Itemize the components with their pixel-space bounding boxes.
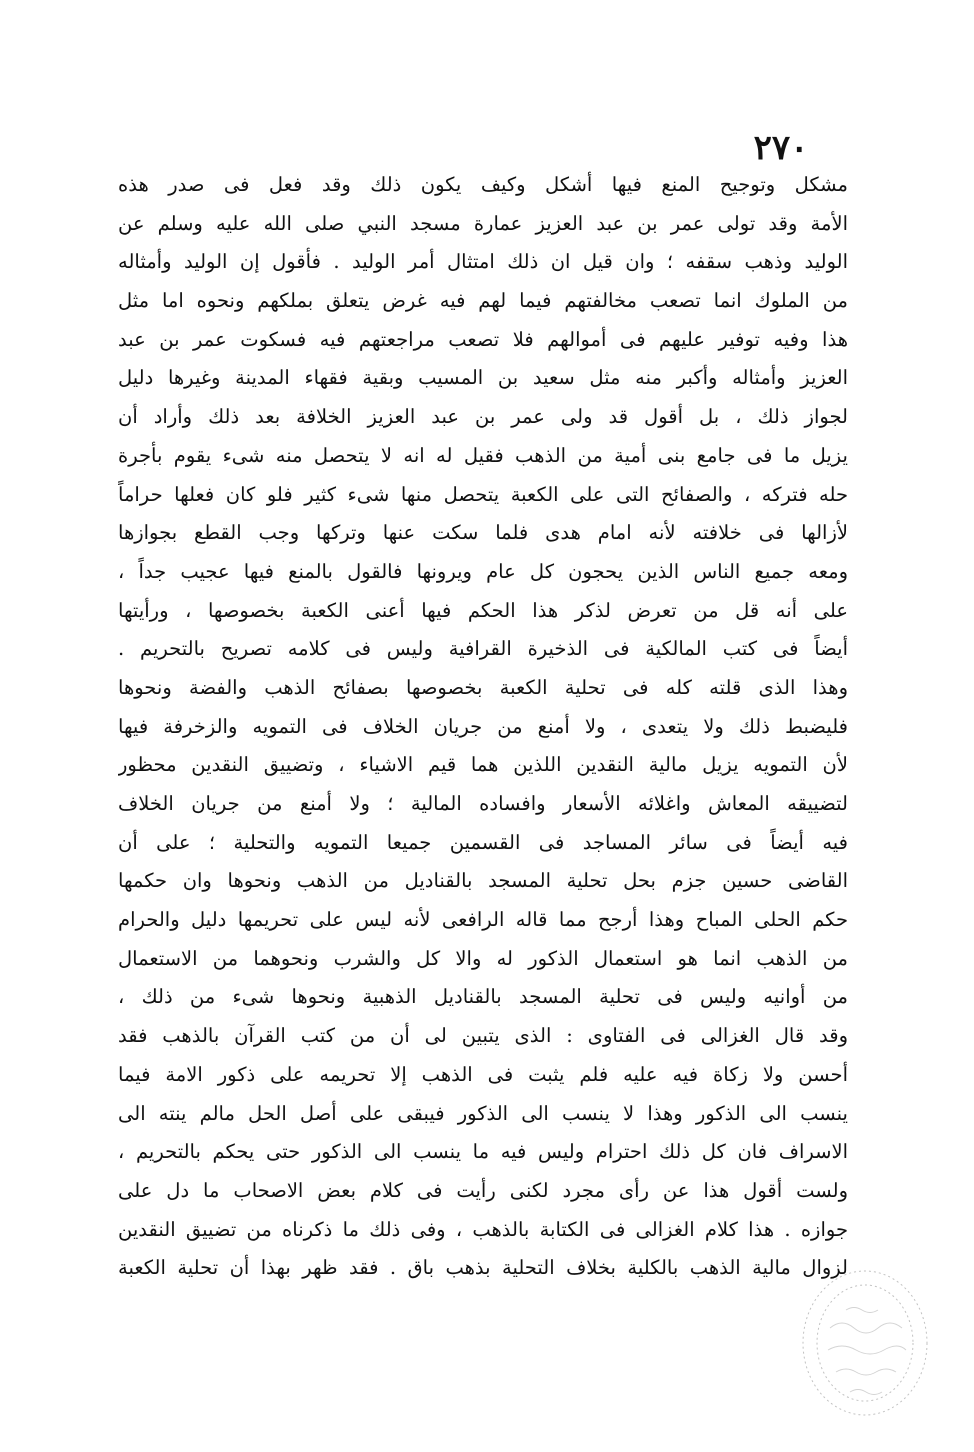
text-line: من الذهب انما هو استعمال الذكور له والا كل والشرب ونحوهما من الاستعمال — [118, 946, 848, 970]
text-line: وقد قال الغزالى فى الفتاوى : الذى يتبين لى أن من كتب القرآن بالذهب فقد — [118, 1024, 848, 1048]
text-line: الأمة وقد تولى عمر بن عبد العزيز عمارة مسجد النبي صلى الله عليه وسلم عن — [118, 211, 848, 235]
text-line: القاضى حسين جزم بحل تحلية المسجد بالقناديل من الذهب ونحوها وان حكمها — [118, 869, 848, 893]
library-stamp-icon — [790, 1258, 940, 1428]
text-line: لزوال مالية الذهب بالكلية بخلاف التحلية بذهب باق . فقد ظهر بهذا أن تحلية الكعبة — [118, 1256, 848, 1280]
text-line: جوازه . هذا كلام الغزالى فى الكتابة بالذهب ، وفى ذلك ما ذكرناه من تضييق النقدين — [118, 1217, 848, 1241]
text-line: من أوانيه وليس فى تحلية المسجد بالقناديل الذهبية ونحوها شىء من ذلك ، — [118, 985, 848, 1009]
text-line: حله فتركه ، والصفائح التى على الكعبة يتحصل منها شىء كثير فلو كان فعلها حراماً — [118, 482, 848, 506]
text-line: فيه أيضاً فى سائر المساجد فى القسمين جميعا التمويه والتحلية ؛ على أن — [118, 830, 848, 854]
text-line: لأزالها فى خلافته لأنه امام هدى فلما سكت عنها وتركها وجب القطع بجوازها — [118, 521, 848, 545]
text-line: مشكل وتوجيح المنع فيها أشكل وكيف يكون ذلك وقد فعل فى صدر هذه — [118, 173, 848, 196]
text-line: أحسن ولا زكاة فيه عليه فلم يثبت فى الذهب إلا تحريمه على ذكور الامة فيما — [118, 1062, 848, 1086]
text-line: لجواز ذلك ، بل أقول قد ولى عمر بن عبد العزيز الخلافة بعد ذلك وأراد أن — [118, 405, 848, 429]
text-line: وهذا الذى قلته كله فى تحلية الكعبة بخصوصها بصفائح الذهب والفضة ونحوها — [118, 675, 848, 699]
text-line: الوليد وذهب سقفه ؛ وان قيل ان ذلك امتثال أمر الوليد . فأقول إن الوليد وأمثاله — [118, 250, 848, 274]
text-line: الاسراف فان كل ذلك احترام وليس فيه ما ينسب الى الذكور حتى يحكم بالتحريم ، — [118, 1140, 848, 1164]
text-line: لأن التمويه يزيل مالية النقدين اللذين هما قيم الاشياء ، وتضييق النقدين محظور — [118, 753, 848, 777]
text-line: ينسب الى الذكور وهذا لا ينسب الى الذكور فيبقى على أصل الحل مالم ينته الى — [118, 1101, 848, 1125]
text-line: لتضييقه المعاش واغلائه الأسعار وافساده المالية ؛ ولا أمنع من جريان الخلاف — [118, 792, 848, 815]
text-line: من الملوك انما تصعب مخالفتهم فيما لهم فيه غرض يتعلق بملكهم ونحوه اما مثل — [118, 289, 848, 313]
text-line: ولست أقول هذا عن رأى مجرد لكنى رأيت فى كلام بعض الاصحاب ما دل على — [118, 1178, 848, 1202]
page-number: ٢٧٠ — [753, 128, 809, 168]
text-line: حكم الحلى المباح وهذا أرجح مما قاله الرافعى لأنه ليس على تحريمها دليل والحرام — [118, 908, 848, 932]
text-line: ومعه جميع الناس الذين يحجون كل عام ويرونها فالقول بالمنع فيها عجيب جداً ، — [118, 559, 848, 583]
text-line: يزيل ما فى جامع بنى أمية من الذهب فقيل له انه لا يتحصل منه شىء يقوم بأجرة — [118, 443, 848, 467]
text-line: فليضبط ذلك ولا يتعدى ، ولا أمنع من جريان الخلاف فى التمويه والزخرفة فيها — [118, 714, 848, 738]
text-line: على أنه قل من تعرض لذكر هذا الحكم فيها أعنى الكعبة بخصوصها ، ورأيتها — [118, 598, 848, 622]
text-line: العزيز وأمثاله وأكبر منه مثل سعيد بن المسيب وبقية فقهاء المدينة وغيرها دليل — [118, 366, 848, 390]
text-line: هذا وفيه توفير عليهم فى أموالهم فلا تصعب مراجعتهم فيه فسكوت عمر بن عبد — [118, 327, 848, 351]
text-line: أيضاً فى كتب المالكية فى الذخيرة القرافية وليس فى كلامه تصريح بالتحريم . — [118, 637, 848, 661]
body-text — [118, 166, 848, 1288]
